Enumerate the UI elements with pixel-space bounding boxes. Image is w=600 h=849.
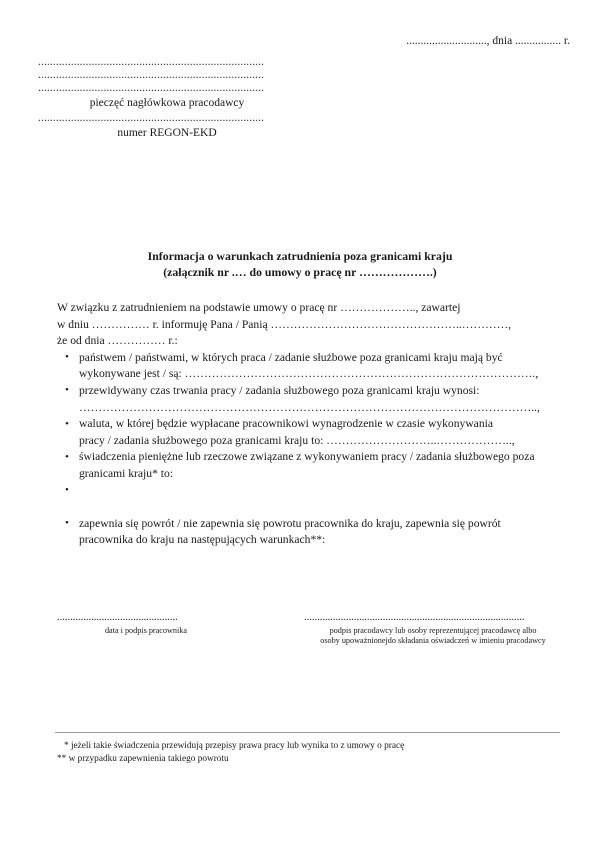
employee-signature-block xyxy=(57,612,235,636)
employee-signature-line: .............................................. xyxy=(57,612,178,623)
stamp-caption: pieczęć nagłówkowa pracodawcy xyxy=(89,97,245,109)
employer-stamp-block xyxy=(38,56,296,142)
title-line-2: (załącznik nr .… do umowy o pracę nr ……………….) xyxy=(163,264,437,279)
list-item-panstwo xyxy=(57,350,549,383)
document-title xyxy=(0,249,600,280)
stamp-dotted-line-2: ............................................................................ xyxy=(38,69,265,81)
employer-signature-block xyxy=(304,612,562,647)
intro-line-3: że od dnia …………… r.: xyxy=(57,334,178,348)
list-item-swiadczenia xyxy=(57,449,549,482)
list-item-powrot xyxy=(57,516,549,549)
bullet-4-line-2: pracownika do kraju na następujących warunkach**: xyxy=(79,533,326,547)
bullet-1-line-1: przewidywany czas trwania pracy / zadania służbowego poza granicami kraju wynosi: xyxy=(79,383,480,397)
regon-dotted-line: ............................................................................ xyxy=(38,112,265,124)
list-item-czas-trwania xyxy=(57,383,549,416)
blank-fill-space xyxy=(57,483,549,516)
bullet-0-line-1: państwem / państwami, w których praca / zadanie służbowe poza granicami kraju mają być xyxy=(79,350,503,364)
footnote-divider xyxy=(55,732,560,733)
bullet-4-line-1: zapewnia się powrót / nie zapewnia się powrotu pracownika do kraju, zapewnia się powrót xyxy=(79,516,501,530)
bullet-1-line-2: ……………………………………………………………………………………………………….., xyxy=(79,400,540,414)
bullet-0-line-2: wykonywane jest / są: ………………………………………………………………………………., xyxy=(79,367,539,381)
title-line-1: Informacja o warunkach zatrudnienia poza granicami kraju xyxy=(147,249,453,263)
employee-signature-caption: data i podpis pracownika xyxy=(104,626,188,635)
document-body xyxy=(57,300,549,549)
employer-signature-caption-line-2: osoby upoważnionejdo składania oświadczeń w imieniu pracodawcy xyxy=(320,636,546,646)
stamp-dotted-line-1: ............................................................................ xyxy=(38,56,265,68)
intro-line-2: w dniu …………… r. informuję Pana / Panią …………………………………………..…………, xyxy=(57,317,512,331)
bullet-3-line-2: granicami kraju* to: xyxy=(79,466,174,480)
employer-signature-line: .................................................................................... xyxy=(304,612,525,623)
footnote-single-asterisk: * jeżeli takie świadczenia przewidują przepisy prawa pracy lub wynika to z umowy o pracę xyxy=(64,741,405,751)
regon-caption: numer REGON-EKD xyxy=(117,127,217,139)
intro-line-1: W związku z zatrudnieniem na podstawie umowy o pracę nr ……………….., zawartej xyxy=(57,301,461,314)
bullet-3-line-1: świadczenia pieniężne lub rzeczowe związane z wykonywaniem pracy / zadania służbowego poza xyxy=(79,450,535,464)
bullet-2-line-2: pracy / zadania służbowego poza granicami kraju to: ………………………..……………….., xyxy=(79,433,515,447)
employer-signature-caption-line-1: podpis pracodawcy lub osoby reprezentującej pracodawcę albo xyxy=(329,626,537,635)
footnotes-block xyxy=(57,740,557,766)
stamp-dotted-line-3: ............................................................................ xyxy=(38,82,265,94)
list-item-waluta xyxy=(57,416,549,449)
intro-paragraph xyxy=(57,300,549,350)
bullet-2-line-1: waluta, w której będzie wypłacane pracownikowi wynagrodzenie w czasie wykonywania xyxy=(79,417,493,431)
footnote-double-asterisk: ** w przypadku zapewnienia takiego powrotu xyxy=(57,754,229,764)
conditions-list xyxy=(57,350,549,549)
date-fill-line: ............................, dnia ................ r. xyxy=(406,35,570,47)
